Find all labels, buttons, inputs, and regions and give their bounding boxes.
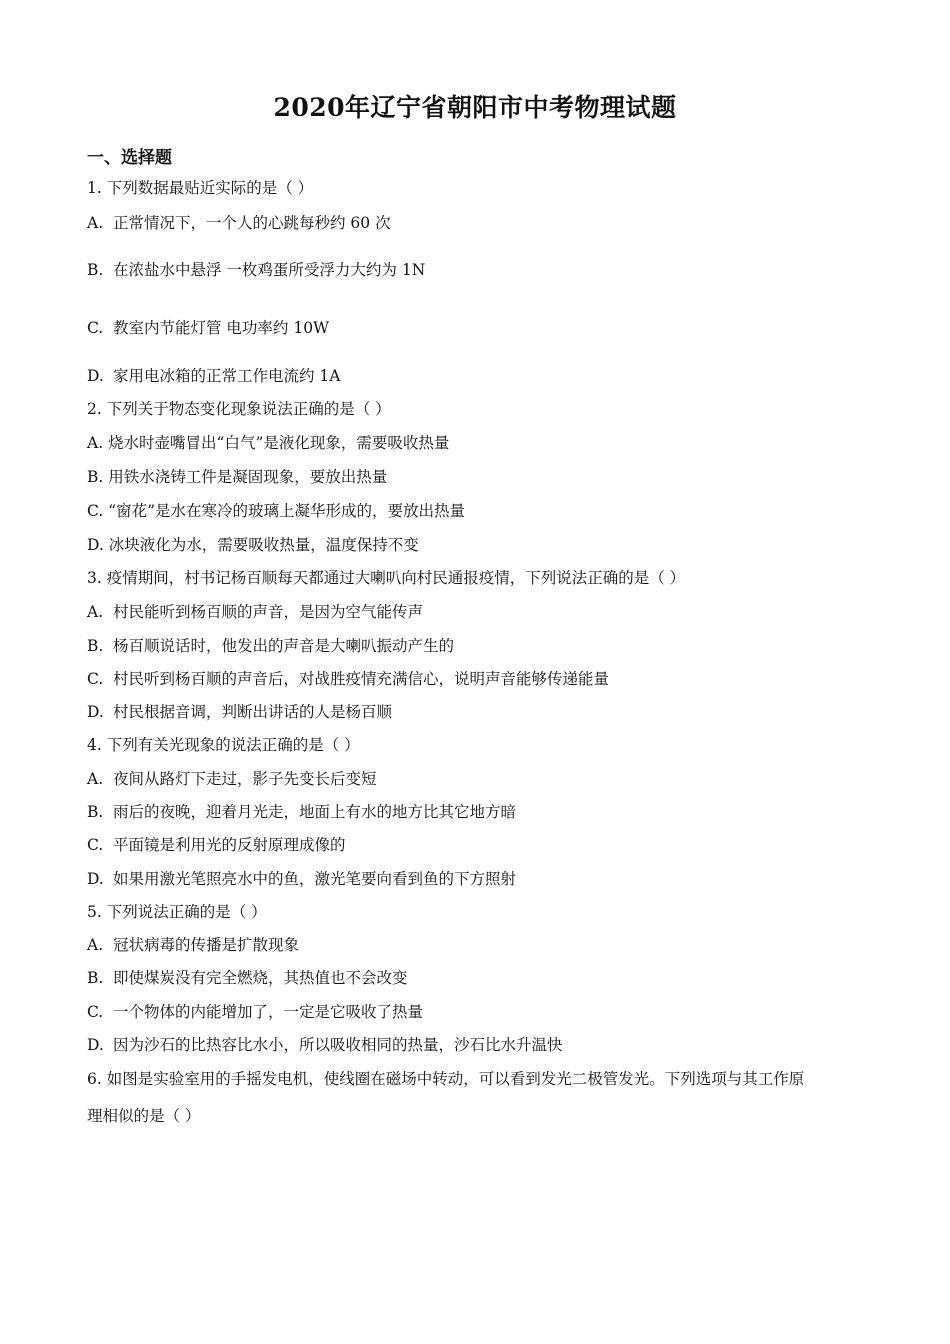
option-text: 夜间从路灯下走过，影子先变长后变短	[113, 770, 377, 788]
option-text: 即使煤炭没有完全燃烧，其热值也不会改变	[113, 969, 408, 987]
option-text: 雨后的夜晚，迎着月光走，地面上有水的地方比其它地方暗	[113, 803, 517, 821]
question-4-stem: 4. 下列有关光现象的说法正确的是（ ）	[87, 736, 360, 754]
question-2-option-b: B. 用铁水浇铸工件是凝固现象，要放出热量	[87, 468, 388, 486]
question-1-option-a	[87, 212, 391, 234]
question-4-option-b	[87, 801, 516, 823]
option-label: C.	[87, 836, 104, 854]
question-6-stem-line-2: 理相似的是（ ）	[87, 1107, 201, 1125]
option-label: C.	[87, 670, 104, 688]
question-2-option-a: A. 烧水时壶嘴冒出“白气”是液化现象，需要吸收热量	[87, 434, 450, 452]
section-heading: 一、选择题	[87, 148, 172, 168]
option-label: A.	[87, 603, 104, 621]
question-3-option-a	[87, 601, 423, 623]
option-label: B.	[87, 969, 104, 987]
question-3-option-d	[87, 701, 392, 723]
option-text: 家用电冰箱的正常工作电流约 1A	[113, 367, 341, 385]
question-5-option-d	[87, 1034, 563, 1056]
option-label: D.	[87, 367, 104, 385]
option-text: 村民根据音调，判断出讲话的人是杨百顺	[113, 703, 393, 721]
option-label: C.	[87, 319, 104, 337]
question-5-stem: 5. 下列说法正确的是（ ）	[87, 903, 267, 921]
option-text: 如果用激光笔照亮水中的鱼，激光笔要向看到鱼的下方照射	[113, 870, 517, 888]
option-text: 在浓盐水中悬浮 一枚鸡蛋所受浮力大约为 1N	[113, 261, 426, 279]
question-1-stem: 1. 下列数据最贴近实际的是（ ）	[87, 179, 314, 197]
question-1-option-b	[87, 259, 425, 281]
question-3-option-b	[87, 635, 454, 657]
option-text: 村民听到杨百顺的声音后，对战胜疫情充满信心，说明声音能够传递能量	[113, 670, 610, 688]
page-title: 2020年辽宁省朝阳市中考物理试题	[273, 93, 677, 122]
question-4-option-d	[87, 868, 516, 890]
question-1-option-d	[87, 365, 340, 387]
option-text: 一个物体的内能增加了，一定是它吸收了热量	[113, 1003, 424, 1021]
option-text: 村民能听到杨百顺的声音，是因为空气能传声	[113, 603, 424, 621]
question-4-option-c	[87, 834, 346, 856]
option-label: D.	[87, 870, 104, 888]
option-label: B.	[87, 803, 104, 821]
option-label: B.	[87, 261, 104, 279]
option-label: D.	[87, 1036, 104, 1054]
option-text: 平面镜是利用光的反射原理成像的	[113, 836, 346, 854]
option-text: 教室内节能灯管 电功率约 10W	[113, 319, 330, 337]
option-label: C.	[87, 1003, 104, 1021]
option-label: A.	[87, 214, 104, 232]
question-5-option-c	[87, 1001, 423, 1023]
question-3-stem: 3. 疫情期间，村书记杨百顺每天都通过大喇叭向村民通报疫情，下列说法正确的是（ ）	[87, 569, 686, 587]
question-2-option-c: C. “窗花”是水在寒冷的玻璃上凝华形成的，要放出热量	[87, 502, 466, 520]
question-5-option-a	[87, 934, 299, 956]
question-1-option-c	[87, 317, 329, 339]
option-text: 因为沙石的比热容比水小，所以吸收相同的热量，沙石比水升温快	[113, 1036, 563, 1054]
option-text: 杨百顺说话时，他发出的声音是大喇叭振动产生的	[113, 637, 455, 655]
option-label: D.	[87, 703, 104, 721]
option-text: 冠状病毒的传播是扩散现象	[113, 936, 300, 954]
option-label: A.	[87, 770, 104, 788]
question-5-option-b	[87, 967, 408, 989]
question-2-stem: 2. 下列关于物态变化现象说法正确的是（ ）	[87, 400, 391, 418]
question-3-option-c	[87, 668, 609, 690]
question-6-stem-line-1: 6. 如图是实验室用的手摇发电机，使线圈在磁场中转动，可以看到发光二极管发光。下列选项与其工作原	[87, 1070, 805, 1088]
question-4-option-a	[87, 768, 377, 790]
option-text: 正常情况下，一个人的心跳每秒约 60 次	[113, 214, 391, 232]
question-2-option-d: D. 冰块液化为水，需要吸收热量，温度保持不变	[87, 536, 419, 554]
option-label: A.	[87, 936, 104, 954]
option-label: B.	[87, 637, 104, 655]
